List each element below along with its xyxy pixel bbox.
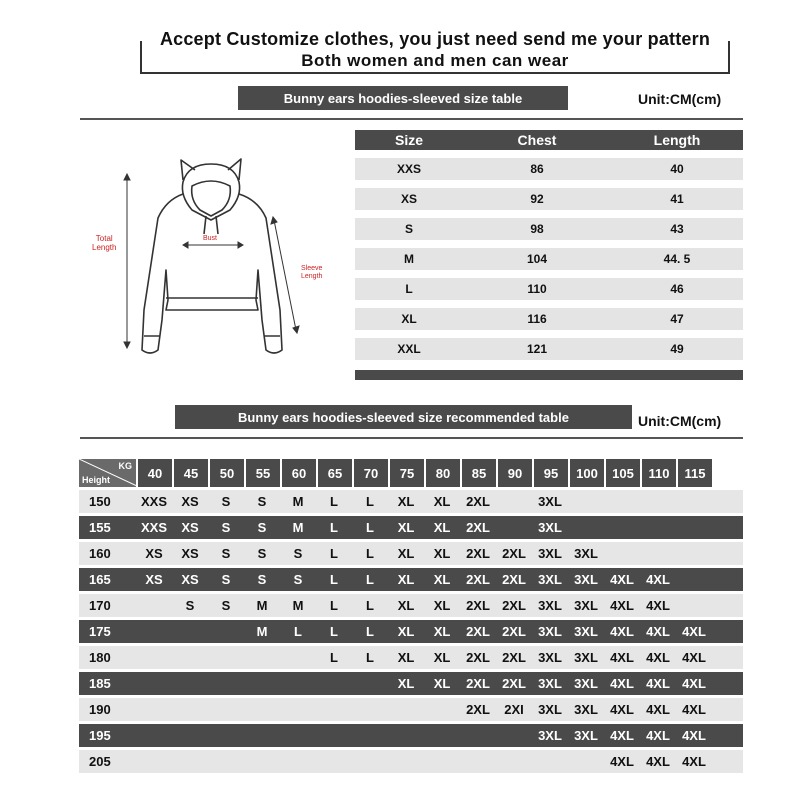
size-cell: 4XL (610, 754, 634, 769)
size-cell: 4XL (682, 676, 706, 691)
size-cell (208, 750, 244, 773)
size-cell: 4XL (646, 676, 670, 691)
size-cell (388, 750, 424, 773)
weight-header-cell: 105 (604, 459, 640, 487)
sleeve-length-label-2: Length (301, 273, 323, 280)
length-cell: 46 (670, 282, 684, 296)
size-cell: 4XL (646, 572, 670, 587)
size-cell (496, 516, 532, 539)
weight-header-cell: 90 (496, 459, 532, 487)
chest-cell: 98 (530, 222, 544, 236)
size-cell: L (366, 572, 374, 587)
banner (140, 24, 730, 76)
size-cell: XL (397, 546, 415, 561)
banner-line-2: Both women and men can wear (301, 51, 569, 70)
recommend-table-body (79, 490, 743, 773)
size-cell: XXS (396, 162, 421, 176)
length-cell: 49 (670, 342, 684, 356)
size-cell (496, 724, 532, 747)
banner-bracket-left (140, 41, 142, 74)
chest-cell: 86 (530, 162, 544, 176)
size-cell: S (221, 546, 231, 561)
length-cell: 44. 5 (663, 252, 691, 266)
size-cell (460, 724, 496, 747)
recommend-row (79, 516, 743, 539)
size-cell (280, 724, 316, 747)
chest-cell: 92 (530, 192, 544, 206)
size-cell (172, 646, 208, 669)
size-cell: 4XL (646, 598, 670, 613)
size-cell: 3XL (574, 728, 598, 743)
size-cell (172, 698, 208, 721)
corner-height-label: Height (82, 475, 110, 485)
size-cell: S (221, 520, 231, 535)
length-cell: 43 (670, 222, 684, 236)
size-cell (136, 750, 172, 773)
size-table-row (355, 188, 743, 210)
size-cell: XL (397, 598, 415, 613)
size-cell: XXS (140, 520, 167, 535)
total-length-label-1: Total (95, 234, 113, 243)
size-cell (388, 698, 424, 721)
size-cell: XL (401, 312, 417, 326)
size-cell (640, 516, 676, 539)
size-cell (136, 620, 172, 643)
height-cell: 205 (89, 754, 111, 769)
weight-header-cell: 50 (208, 459, 244, 487)
size-cell: 3XL (574, 624, 598, 639)
size-table-body (355, 158, 743, 360)
recommend-row (79, 646, 743, 669)
size-cell: 2XL (502, 676, 526, 691)
weight-header-cell: 85 (460, 459, 496, 487)
size-cell: XL (433, 676, 451, 691)
size-table-footer-bar (355, 370, 743, 380)
size-cell: 3XL (538, 728, 562, 743)
divider (80, 118, 743, 120)
size-cell: XL (433, 520, 451, 535)
chest-cell: 104 (526, 252, 548, 266)
size-cell: 4XL (610, 676, 634, 691)
size-cell (316, 672, 352, 695)
size-cell (352, 698, 388, 721)
size-cell: 2XL (466, 676, 490, 691)
recommend-row (79, 594, 743, 617)
recommend-row (79, 568, 743, 591)
size-cell: 3XL (574, 572, 598, 587)
size-cell (604, 516, 640, 539)
size-cell (568, 750, 604, 773)
size-cell: 2XL (502, 598, 526, 613)
size-cell (532, 750, 568, 773)
size-cell: 2XI (504, 702, 524, 717)
size-cell (676, 594, 712, 617)
weight-header-cell: 65 (316, 459, 352, 487)
size-cell: XL (433, 650, 451, 665)
size-cell: 3XL (574, 546, 598, 561)
size-cell: 3XL (574, 702, 598, 717)
length-cell: 47 (670, 312, 684, 326)
size-cell (244, 646, 280, 669)
size-cell: 4XL (682, 728, 706, 743)
size-cell (496, 490, 532, 513)
size-cell: XL (433, 546, 451, 561)
size-cell (352, 750, 388, 773)
size-table (355, 130, 743, 380)
size-cell: XL (397, 676, 415, 691)
size-cell (244, 698, 280, 721)
size-cell: S (404, 222, 413, 236)
weight-header-cell: 75 (388, 459, 424, 487)
size-cell: L (366, 650, 374, 665)
size-cell: 2XL (502, 650, 526, 665)
size-cell: 4XL (646, 702, 670, 717)
size-cell (172, 724, 208, 747)
size-cell: L (330, 494, 338, 509)
size-cell (352, 724, 388, 747)
size-cell (172, 672, 208, 695)
height-cell: 170 (89, 598, 111, 613)
size-cell: L (366, 520, 374, 535)
size-cell: S (257, 494, 267, 509)
size-cell: L (366, 598, 374, 613)
bust-label: Bust (203, 235, 218, 242)
size-cell (676, 568, 712, 591)
size-cell: L (330, 520, 338, 535)
recommend-table-header (79, 459, 743, 487)
size-cell (280, 750, 316, 773)
size-cell: 3XL (538, 494, 562, 509)
size-cell: 2XL (466, 650, 490, 665)
size-cell (244, 672, 280, 695)
banner-bracket-right (728, 41, 730, 74)
size-table-row (355, 248, 743, 270)
size-cell: 4XL (646, 650, 670, 665)
sleeve-length-label (301, 265, 322, 281)
size-cell: L (366, 494, 374, 509)
size-cell: M (292, 520, 304, 535)
size-cell (136, 646, 172, 669)
size-cell (676, 516, 712, 539)
size-cell: 3XL (538, 650, 562, 665)
size-cell (496, 750, 532, 773)
size-cell (424, 698, 460, 721)
size-cell: S (293, 572, 303, 587)
recommend-table-title: Bunny ears hoodies-sleeved size recommended table (175, 405, 632, 429)
size-cell: 3XL (538, 572, 562, 587)
size-cell: 4XL (682, 624, 706, 639)
height-cell: 180 (89, 650, 111, 665)
size-cell: M (292, 494, 304, 509)
size-cell: 2XL (466, 494, 490, 509)
size-cell: 4XL (610, 624, 634, 639)
size-cell: S (293, 546, 303, 561)
recommend-row (79, 724, 743, 747)
recommend-corner-cell (79, 459, 136, 487)
size-cell: XL (397, 520, 415, 535)
size-cell (208, 620, 244, 643)
size-cell (640, 542, 676, 565)
height-cell: 185 (89, 676, 111, 691)
size-table-row (355, 338, 743, 360)
size-cell: XS (145, 546, 163, 561)
size-cell (208, 646, 244, 669)
height-cell: 190 (89, 702, 111, 717)
size-cell: 2XL (466, 598, 490, 613)
size-cell: M (292, 598, 304, 613)
size-cell: 2XL (502, 572, 526, 587)
weight-header-cell: 55 (244, 459, 280, 487)
size-cell: 4XL (610, 728, 634, 743)
size-cell: XL (433, 624, 451, 639)
height-cell: 155 (89, 520, 111, 535)
size-cell (568, 516, 604, 539)
size-cell: 2XL (466, 702, 490, 717)
size-cell (316, 698, 352, 721)
size-table-row (355, 278, 743, 300)
size-cell: L (366, 546, 374, 561)
size-cell: L (294, 624, 302, 639)
size-cell (136, 698, 172, 721)
size-cell (208, 672, 244, 695)
size-cell (568, 490, 604, 513)
recommend-table (79, 459, 743, 773)
size-cell (604, 490, 640, 513)
size-cell (676, 542, 712, 565)
size-cell (172, 750, 208, 773)
weight-header-cell: 80 (424, 459, 460, 487)
size-cell: 4XL (610, 650, 634, 665)
size-cell: 4XL (646, 754, 670, 769)
size-cell (676, 490, 712, 513)
size-cell (136, 594, 172, 617)
size-cell (316, 750, 352, 773)
size-cell: S (257, 546, 267, 561)
recommend-row (79, 490, 743, 513)
total-length-label-2: Length (92, 243, 117, 252)
size-cell: 4XL (610, 702, 634, 717)
size-cell: 2XL (466, 520, 490, 535)
size-cell: S (257, 572, 267, 587)
size-cell: 2XL (502, 624, 526, 639)
size-cell (388, 724, 424, 747)
size-cell: 3XL (574, 650, 598, 665)
size-cell: 4XL (682, 702, 706, 717)
recommend-row (79, 750, 743, 773)
size-cell: XL (397, 624, 415, 639)
chest-cell: 116 (527, 312, 547, 326)
recommend-row (79, 620, 743, 643)
chest-header: Chest (517, 132, 557, 148)
size-cell: S (185, 598, 195, 613)
length-cell: 40 (670, 162, 684, 176)
size-cell (244, 750, 280, 773)
size-cell (208, 724, 244, 747)
size-cell: M (404, 252, 414, 266)
size-cell: XL (433, 572, 451, 587)
weight-header-cell: 95 (532, 459, 568, 487)
size-cell (136, 724, 172, 747)
size-cell: 3XL (538, 702, 562, 717)
size-cell (136, 672, 172, 695)
size-cell: 3XL (538, 676, 562, 691)
size-cell: 3XL (538, 598, 562, 613)
size-cell: XXS (140, 494, 167, 509)
size-cell (424, 750, 460, 773)
weight-header-cell: 115 (676, 459, 712, 487)
length-cell: 41 (670, 192, 684, 206)
hoodie-diagram (82, 150, 342, 370)
size-cell: XXL (397, 342, 421, 356)
size-cell: XL (397, 572, 415, 587)
size-cell (172, 620, 208, 643)
total-length-label (92, 234, 116, 252)
size-header: Size (394, 132, 423, 148)
size-cell: XS (145, 572, 163, 587)
size-cell: XS (181, 572, 199, 587)
size-cell: L (330, 546, 338, 561)
size-cell: S (221, 572, 231, 587)
weight-header-cell: 100 (568, 459, 604, 487)
height-cell: 195 (89, 728, 111, 743)
size-cell: XS (181, 494, 199, 509)
size-cell: XS (181, 546, 199, 561)
size-table-row (355, 158, 743, 180)
weight-header-cell: 60 (280, 459, 316, 487)
size-cell: S (221, 598, 231, 613)
size-cell (280, 646, 316, 669)
size-cell (640, 490, 676, 513)
size-cell (424, 724, 460, 747)
length-header: Length (653, 132, 701, 148)
recommend-row (79, 672, 743, 695)
weight-header-cell: 40 (136, 459, 172, 487)
recommend-table-unit: Unit:CM(cm) (638, 413, 722, 429)
size-cell: L (405, 282, 413, 296)
chest-cell: 121 (526, 342, 548, 356)
divider (80, 437, 743, 439)
size-cell: M (256, 598, 268, 613)
size-cell (316, 724, 352, 747)
corner-kg-label: KG (118, 461, 132, 471)
size-cell: L (330, 650, 338, 665)
height-cell: 160 (89, 546, 111, 561)
size-cell: L (330, 624, 338, 639)
size-cell (352, 672, 388, 695)
size-cell: L (330, 598, 338, 613)
size-cell (280, 672, 316, 695)
size-table-unit: Unit:CM(cm) (638, 91, 722, 107)
recommend-row (79, 698, 743, 721)
size-cell: 2XL (466, 546, 490, 561)
size-cell: 3XL (538, 624, 562, 639)
banner-line-1: Accept Customize clothes, you just need send me your pattern (159, 29, 711, 49)
size-cell: 4XL (682, 650, 706, 665)
height-cell: 175 (89, 624, 111, 639)
size-cell: XS (400, 192, 417, 206)
size-cell: XL (433, 598, 451, 613)
size-table-row (355, 308, 743, 330)
size-cell: XL (397, 494, 415, 509)
weight-header-cell: 110 (640, 459, 676, 487)
size-cell: 2XL (466, 572, 490, 587)
height-cell: 165 (89, 572, 111, 587)
size-cell (244, 724, 280, 747)
size-cell: XL (397, 650, 415, 665)
size-cell (280, 698, 316, 721)
size-cell: XL (433, 494, 451, 509)
size-cell: 3XL (538, 520, 562, 535)
banner-bracket-bottom (140, 72, 730, 74)
size-cell (460, 750, 496, 773)
size-cell: 4XL (610, 572, 634, 587)
size-cell: 3XL (574, 676, 598, 691)
size-cell: 4XL (610, 598, 634, 613)
sleeve-length-label-1: Sleeve (301, 265, 323, 272)
chest-cell: 110 (527, 282, 547, 296)
size-cell: S (257, 520, 267, 535)
size-table-title: Bunny ears hoodies-sleeved size table (238, 86, 568, 110)
size-table-row (355, 218, 743, 240)
size-cell: 3XL (538, 546, 562, 561)
size-cell: L (330, 572, 338, 587)
size-cell: 4XL (646, 624, 670, 639)
size-cell: 4XL (682, 754, 706, 769)
recommend-row (79, 542, 743, 565)
size-cell: L (366, 624, 374, 639)
size-cell: S (221, 494, 231, 509)
size-table-header (355, 130, 743, 150)
size-cell: 4XL (646, 728, 670, 743)
size-cell (208, 698, 244, 721)
size-cell: 2XL (502, 546, 526, 561)
size-cell: M (256, 624, 268, 639)
size-cell: 3XL (574, 598, 598, 613)
size-cell (604, 542, 640, 565)
weight-header-cell: 70 (352, 459, 388, 487)
size-cell: XS (181, 520, 199, 535)
weight-header-cell: 45 (172, 459, 208, 487)
size-cell: 2XL (466, 624, 490, 639)
height-cell: 150 (89, 494, 111, 509)
